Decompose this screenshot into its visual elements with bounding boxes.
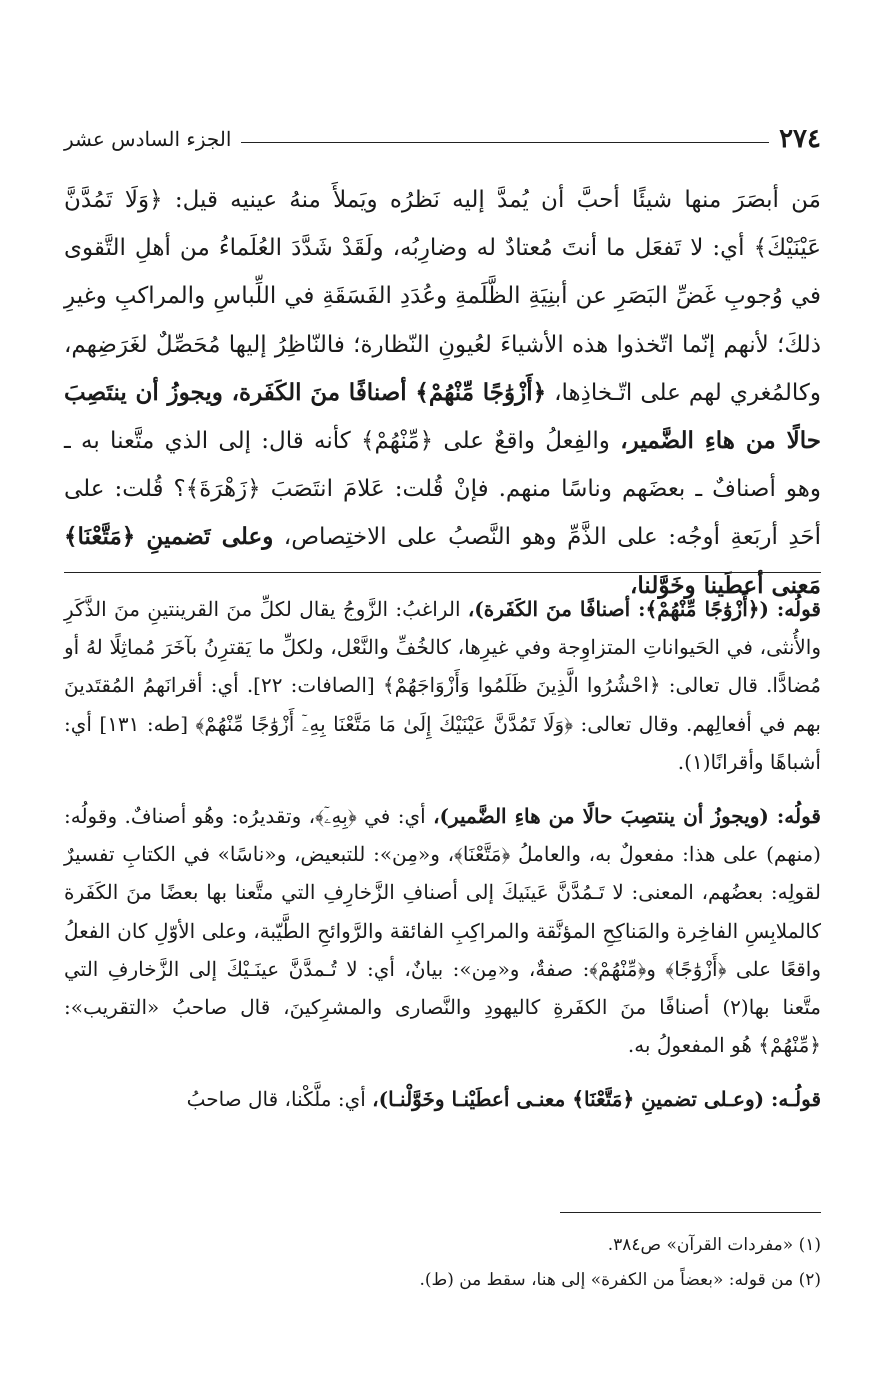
footnotes xyxy=(64,1228,821,1298)
footnote-item: (٢) من قوله: «بعضاً من الكفرة» إلى هنا، سقط من (ط). xyxy=(419,1270,821,1290)
commentary-paragraph xyxy=(64,1080,821,1118)
running-title: الجزء السادس عشر xyxy=(64,127,232,151)
commentary-lead: قولُه: (ويجوزُ أن ينتصِبَ حالًا من هاءِ الضَّمير)، xyxy=(433,804,821,829)
footnote-separator xyxy=(560,1212,821,1213)
header-rule xyxy=(241,142,769,143)
commentary-paragraph xyxy=(64,590,821,781)
footnote-item: (١) «مفردات القرآن» ص٣٨٤. xyxy=(607,1235,821,1255)
running-header xyxy=(64,122,821,156)
main-text-part: مَن أبصَرَ منها شيئًا أحبَّ أن يُمدَّ إليه نَظرُه ويَملأَ منهُ عينيه قيل: ﴿وَلَا تَمُدَّنَّ عَيْنَيْكَ﴾ أي: لا تَفعَل ما أنتَ مُعتادٌ له وضارِبُه، ولَقَدْ شَدَّدَ العُلَماءُ من أهلِ التَّقوى في وُجوبِ غَضِّ البَصَرِ عن أبنِيَةِ الظَّلَمةِ وعُدَدِ الفَسَقَةِ في اللِّباسِ والمراكبِ وغيرِ ذلكَ؛ لأنهم إنّما اتّخذوا هذه الأشياءَ لعُيونِ النّظارة؛ فالنّاظِرُ إليها مُحَصِّلٌ لغَرَضِهم، وكالمُغري لهم على اتّـخاذِها، xyxy=(64,187,821,406)
commentary xyxy=(64,590,821,1135)
commentary-lead: قولُه: (﴿أَزْوَٰجًا مِّنْهُمْ﴾: أصنافًا منَ الكَفَرة)، xyxy=(467,597,821,621)
commentary-lead: قولُـه: (وعـلى تضمينِ ﴿مَتَّعْنَا﴾ معنـى أعطَيْنـا وخَوَّلْنـا)، xyxy=(372,1087,821,1112)
main-text xyxy=(64,176,821,610)
page-number: ٢٧٤ xyxy=(779,124,821,154)
main-paragraph xyxy=(64,176,821,610)
main-text-part: والفِعلُ واقعٌ على ﴿مِّنْهُمْ﴾ كأنه قال: إلى الذي متَّعنا به ـ وهو أصنافٌ ـ بعضَهم وناسًا منهم. فإنْ قُلت: عَلامَ انتَصَبَ ﴿زَهْرَةَ﴾؟ قُلت: على أحَدِ أربَعةِ أوجُه: على الذَّمِّ وهو النَّصبُ على الاختِصاص، xyxy=(64,428,821,551)
main-text-bold: ﴿أَزْوَٰجًا مِّنْهُمْ﴾ أصنافًا منَ الكَفَرة، ويجوزُ أن ينتَصِبَ حالًا من هاءِ الضَّمير، xyxy=(64,378,821,455)
commentary-text: أي: في ﴿بِهِۦٓ﴾، وتقديرُه: وهُو أصنافٌ. وقولُه: (منهم) على هذا: مفعولٌ به، والعاملُ ﴿مَتَّعْنَا﴾، و«مِن»: للتبعيض، و«ناسًا» في الكتابِ تفسيرٌ لقولِه: بعضُهم، المعنى: لا تَـمُدَّنَّ عَينَيكَ إلى أصنافِ الزَّخارِفِ التي متَّعنا بها بعضًا منَ الكَفَرة كالملابِسِ الفاخِرة والمَناكِحِ المؤنَّقة والمراكِبِ الفائقة والرَّوائحِ الطَّيّبة، وعلى الأوّلِ كان الفعلُ واقعًا على ﴿أَزْوَٰجًا﴾ و﴿مِّنْهُمْ﴾: صفةٌ، و«مِن»: بيانٌ، أي: لا تُـمدَّنَّ عينَـيْكَ إلى الزَّخارفِ التي متَّعنا بها(٢) أصنافًا منَ الكفَرةِ كاليهودِ والنَّصارى والمشرِكينَ، قال صاحبُ «التقريب»: ﴿مِّنْهُمْ﴾ هُو المفعولُ به. xyxy=(64,804,821,1058)
main-text-separator xyxy=(64,572,821,573)
commentary-text: أي: ملَّكْنا، قال صاحبُ xyxy=(186,1087,373,1112)
main-text-bold: وعلى تَضمينِ ﴿مَتَّعْنَا﴾ مَعنى أعطَينا وخَوَّلنا، xyxy=(64,523,821,599)
commentary-text: الراغبُ: الزَّوجُ يقال لكلِّ منَ القرينتينِ منَ الذَّكَرِ والأُنثى، في الحَيواناتِ المتزاوِجة وفي غيرِها، كالخُفِّ والنَّعْل، ولكلِّ ما يَقترِنُ بآخَرَ مُماثِلًا لهُ أو مُضادًّا. قال تعالى: ﴿احْشُرُوا الَّذِينَ ظَلَمُوا وَأَزْوَاجَهُمْ﴾ [الصافات: ٢٢]. أي: أقرانَهمُ المُقتَدينَ بهم في أفعالِهم. وقال تعالى: ﴿وَلَا تَمُدَّنَّ عَيْنَيْكَ إِلَىٰ مَا مَتَّعْنَا بِهِۦٓ أَزْوَٰجًا مِّنْهُمْ﴾ [طه: ١٣١] أي: أشباهًا وأقرانًا(١). xyxy=(64,597,822,774)
commentary-paragraph xyxy=(64,797,821,1064)
